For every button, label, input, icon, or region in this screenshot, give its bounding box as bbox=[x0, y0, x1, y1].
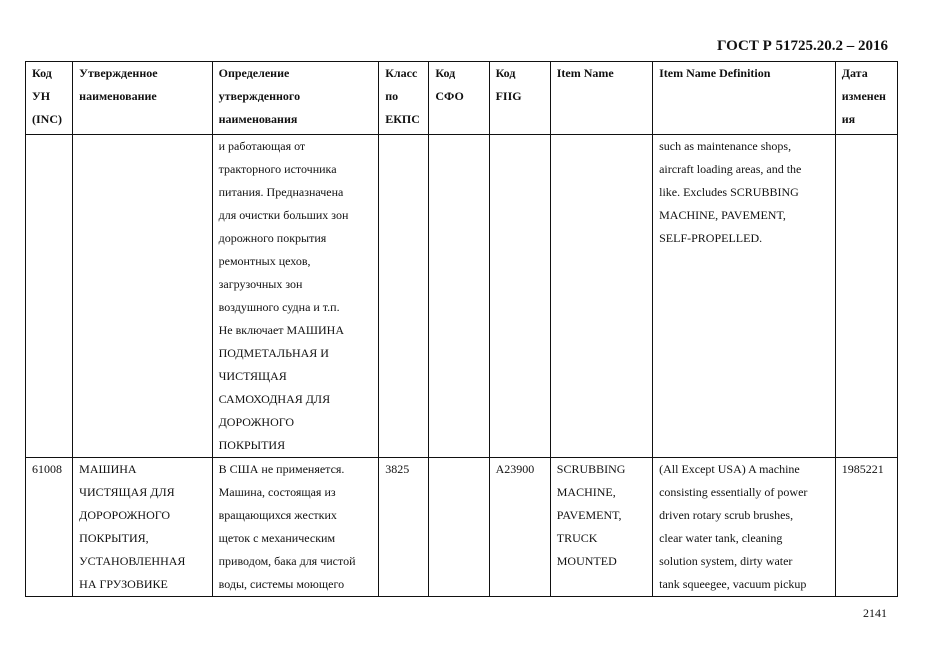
cell-item-definition: such as maintenance shops, aircraft loading areas, and the like. Excludes SCRUBBING MACHINE, PAVEMENT, SELF-PROPELLED. bbox=[653, 135, 836, 458]
table-row bbox=[26, 458, 898, 597]
cell-inc: 61008 bbox=[26, 458, 73, 597]
col-header-approved-name: Утвержденное наименование bbox=[73, 62, 212, 135]
col-header-definition: Определение утвержденного наименования bbox=[212, 62, 379, 135]
table-header-row bbox=[26, 62, 898, 135]
cell-approved-name: МАШИНА ЧИСТЯЩАЯ ДЛЯ ДОРОРОЖНОГО ПОКРЫТИЯ, УСТАНОВЛЕННАЯ НА ГРУЗОВИКЕ bbox=[73, 458, 212, 597]
col-header-fiig: Код FIIG bbox=[489, 62, 550, 135]
cell-item-name: SCRUBBING MACHINE, PAVEMENT, TRUCK MOUNTED bbox=[550, 458, 652, 597]
col-header-date: Дата изменен ия bbox=[835, 62, 897, 135]
cell-fiig: A23900 bbox=[489, 458, 550, 597]
col-header-class: Класс по ЕКПС bbox=[379, 62, 429, 135]
table-row bbox=[26, 135, 898, 458]
cell-inc bbox=[26, 135, 73, 458]
cell-definition-ru: В США не применяется. Машина, состоящая из вращающихся жестких щеток с механическим приводом, бака для чистой воды, системы моющего bbox=[212, 458, 379, 597]
catalog-table bbox=[25, 61, 898, 597]
page-header: ГОСТ Р 51725.20.2 – 2016 bbox=[716, 38, 888, 54]
cell-fiig bbox=[489, 135, 550, 458]
page-number: 2141 bbox=[863, 606, 887, 620]
cell-approved-name bbox=[73, 135, 212, 458]
col-header-item-name: Item Name bbox=[550, 62, 652, 135]
cell-sfo bbox=[429, 135, 489, 458]
cell-date bbox=[835, 135, 897, 458]
cell-definition-ru: и работающая от тракторного источника питания. Предназначена для очистки больших зон дорожного покрытия ремонтных цехов, загрузочных зон воздушного судна и т.п. Не включает МАШИНА ПОДМЕТАЛЬНАЯ И ЧИСТЯЩАЯ САМОХОДНАЯ ДЛЯ ДОРОЖНОГО ПОКРЫТИЯ bbox=[212, 135, 379, 458]
col-header-inc: Код УН (INC) bbox=[26, 62, 73, 135]
cell-class: 3825 bbox=[379, 458, 429, 597]
cell-class bbox=[379, 135, 429, 458]
col-header-item-definition: Item Name Definition bbox=[653, 62, 836, 135]
col-header-sfo: Код СФО bbox=[429, 62, 489, 135]
cell-item-name bbox=[550, 135, 652, 458]
cell-sfo bbox=[429, 458, 489, 597]
cell-date: 1985221 bbox=[835, 458, 897, 597]
cell-item-definition: (All Except USA) A machine consisting essentially of power driven rotary scrub brushes, clear water tank, cleaning solution system, dirty water tank squeegee, vacuum pickup bbox=[653, 458, 836, 597]
